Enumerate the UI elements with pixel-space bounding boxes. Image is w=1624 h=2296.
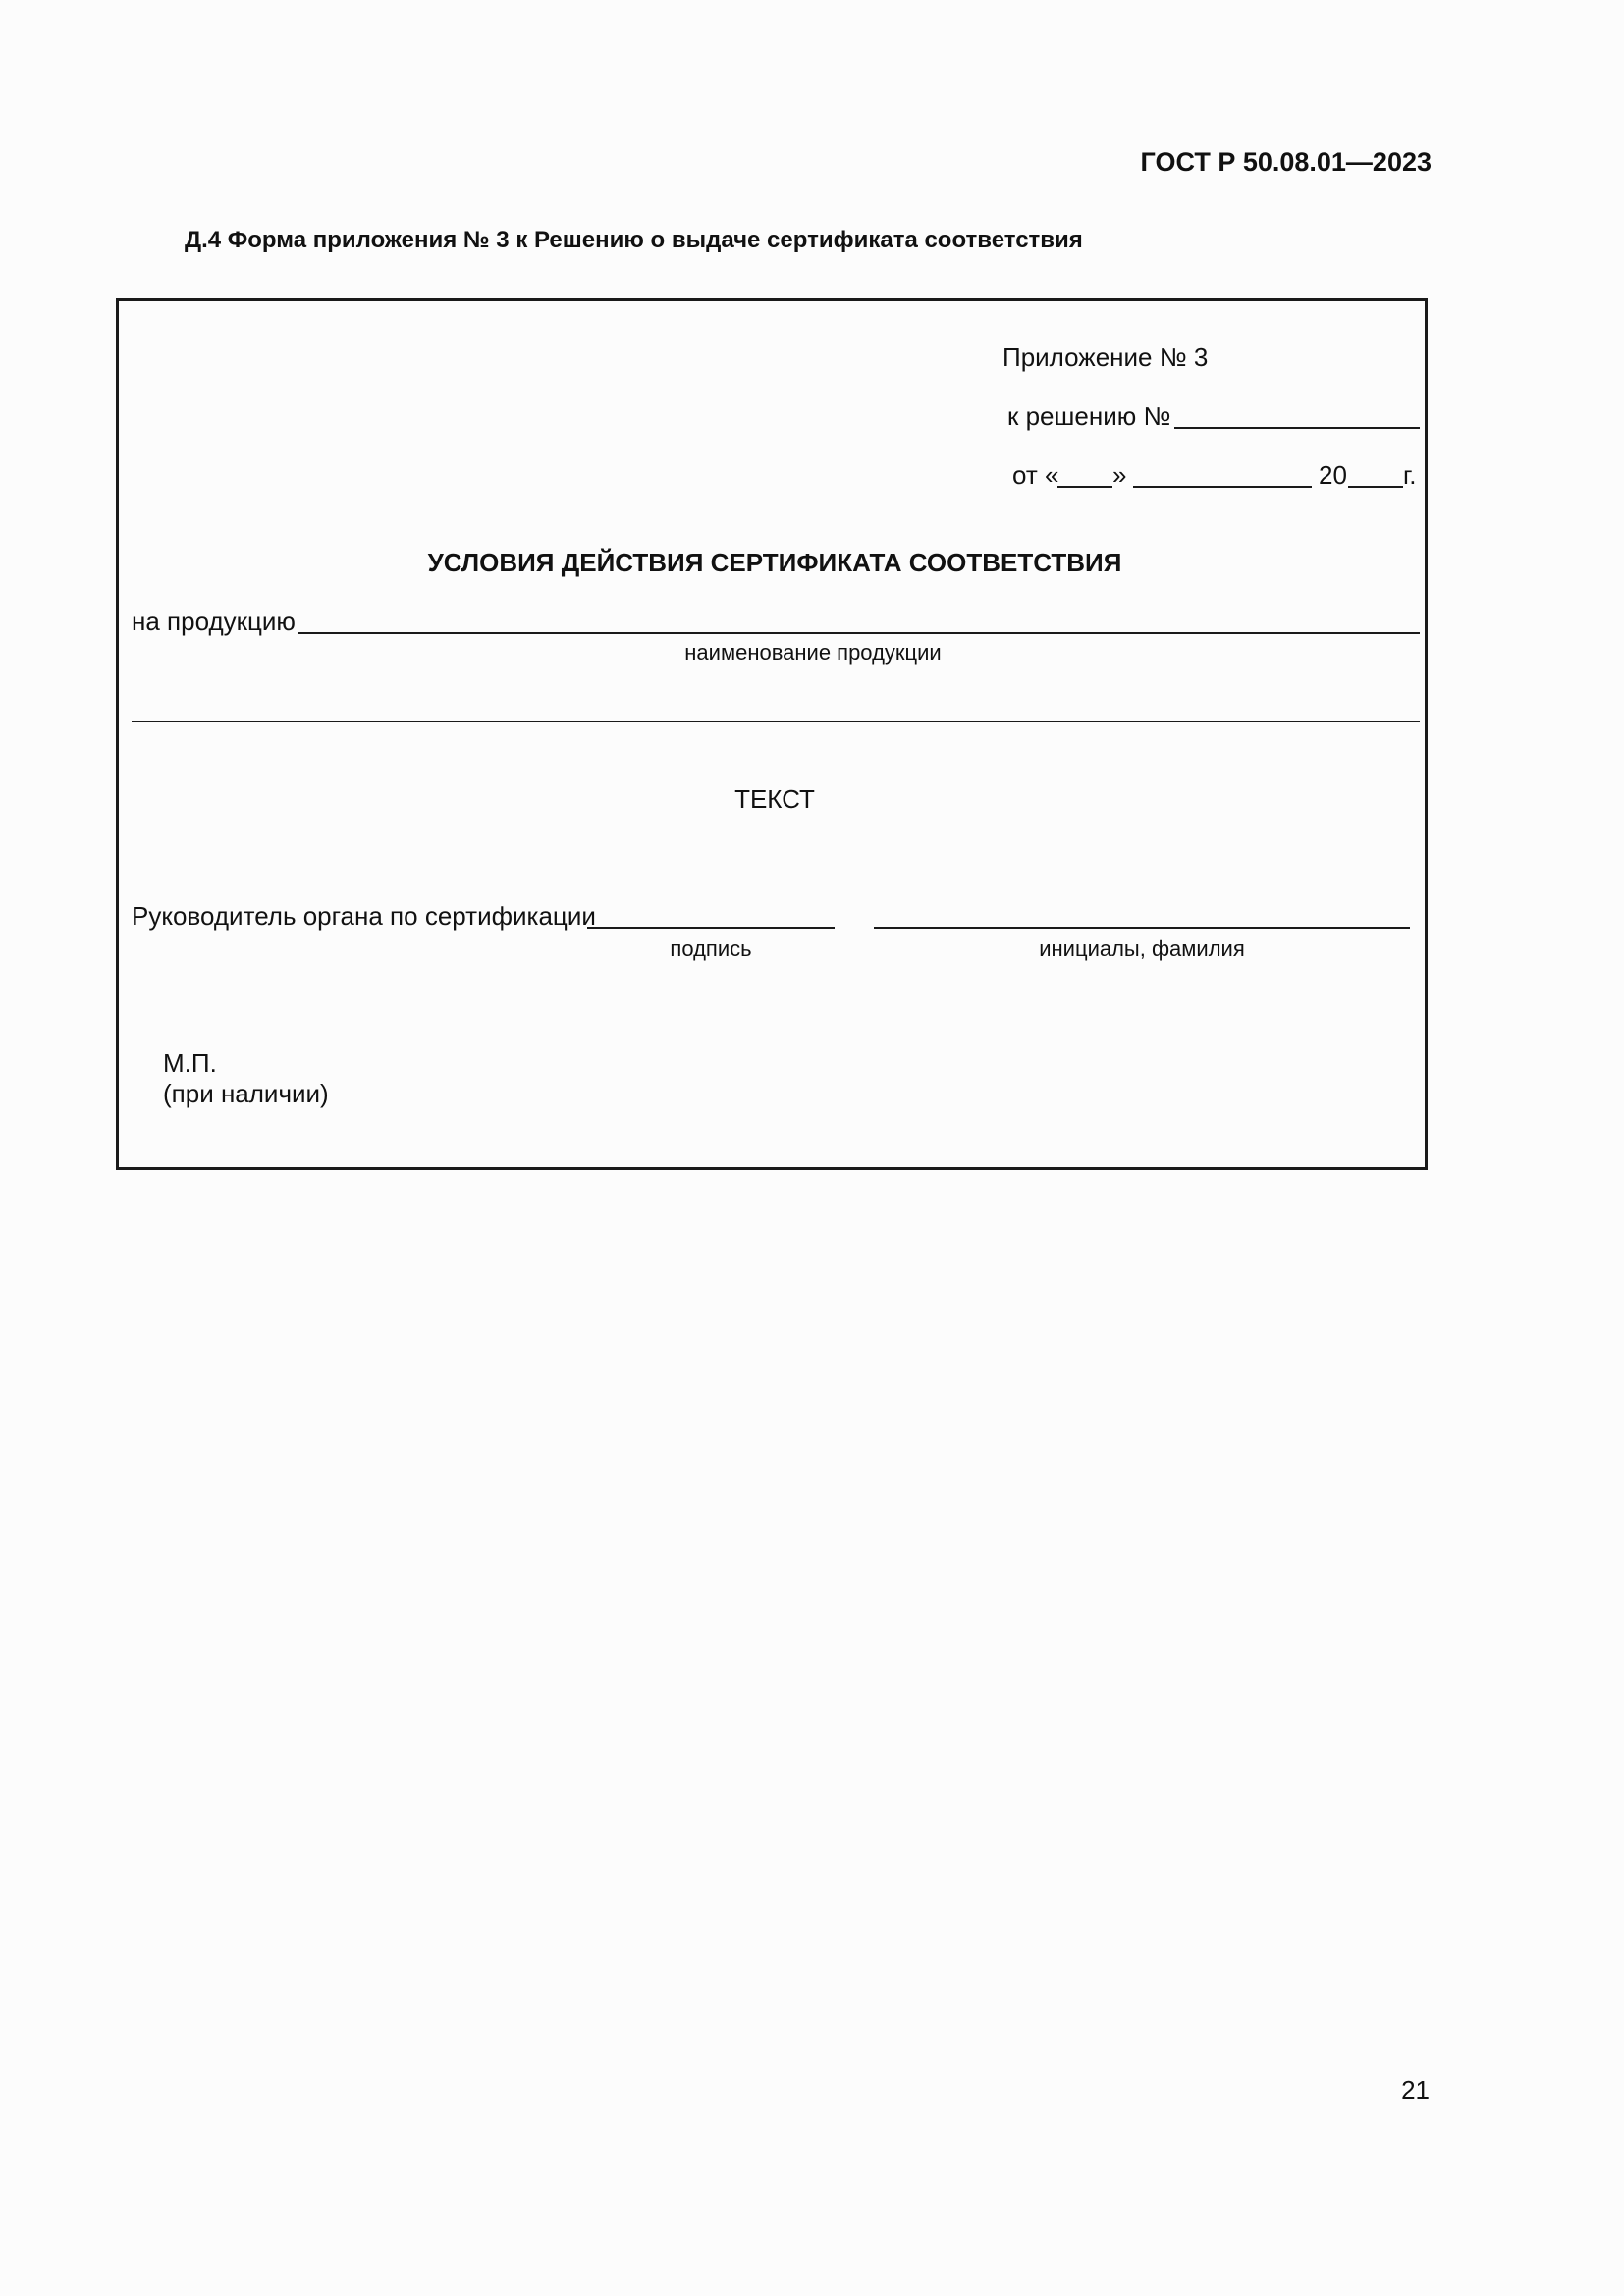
head-label: Руководитель органа по сертификации — [132, 901, 596, 931]
decision-number-field[interactable] — [1174, 427, 1420, 429]
form-title: УСЛОВИЯ ДЕЙСТВИЯ СЕРТИФИКАТА СООТВЕТСТВИЯ — [427, 548, 1122, 577]
product-label: на продукцию — [132, 607, 296, 636]
product-name-field-continued[interactable] — [132, 721, 1420, 722]
signature-caption: подпись — [670, 936, 752, 961]
date-year-field[interactable] — [1348, 486, 1403, 488]
date-day-field[interactable] — [1057, 486, 1112, 488]
appendix-label: Приложение № 3 — [1002, 343, 1209, 372]
date-close-quote: » — [1112, 460, 1127, 490]
product-caption: наименование продукции — [684, 640, 942, 665]
date-year-prefix: 20 — [1319, 460, 1347, 490]
page-number: 21 — [1401, 2075, 1430, 2105]
date-from-label: от « — [1012, 460, 1059, 490]
body-text: ТЕКСТ — [734, 784, 815, 814]
decision-label: к решению № — [1007, 401, 1171, 431]
standard-number: ГОСТ Р 50.08.01—2023 — [1140, 147, 1432, 177]
section-heading: Д.4 Форма приложения № 3 к Решению о выдаче сертификата соответствия — [185, 227, 1083, 253]
initials-field[interactable] — [874, 927, 1410, 929]
product-name-field[interactable] — [298, 632, 1420, 634]
seal-note: (при наличии) — [163, 1079, 329, 1108]
date-year-suffix: г. — [1403, 460, 1417, 490]
seal-label: М.П. — [163, 1048, 217, 1078]
date-month-field[interactable] — [1133, 486, 1312, 488]
form-frame — [116, 298, 1428, 1170]
initials-caption: инициалы, фамилия — [1039, 936, 1245, 961]
signature-field[interactable] — [587, 927, 835, 929]
